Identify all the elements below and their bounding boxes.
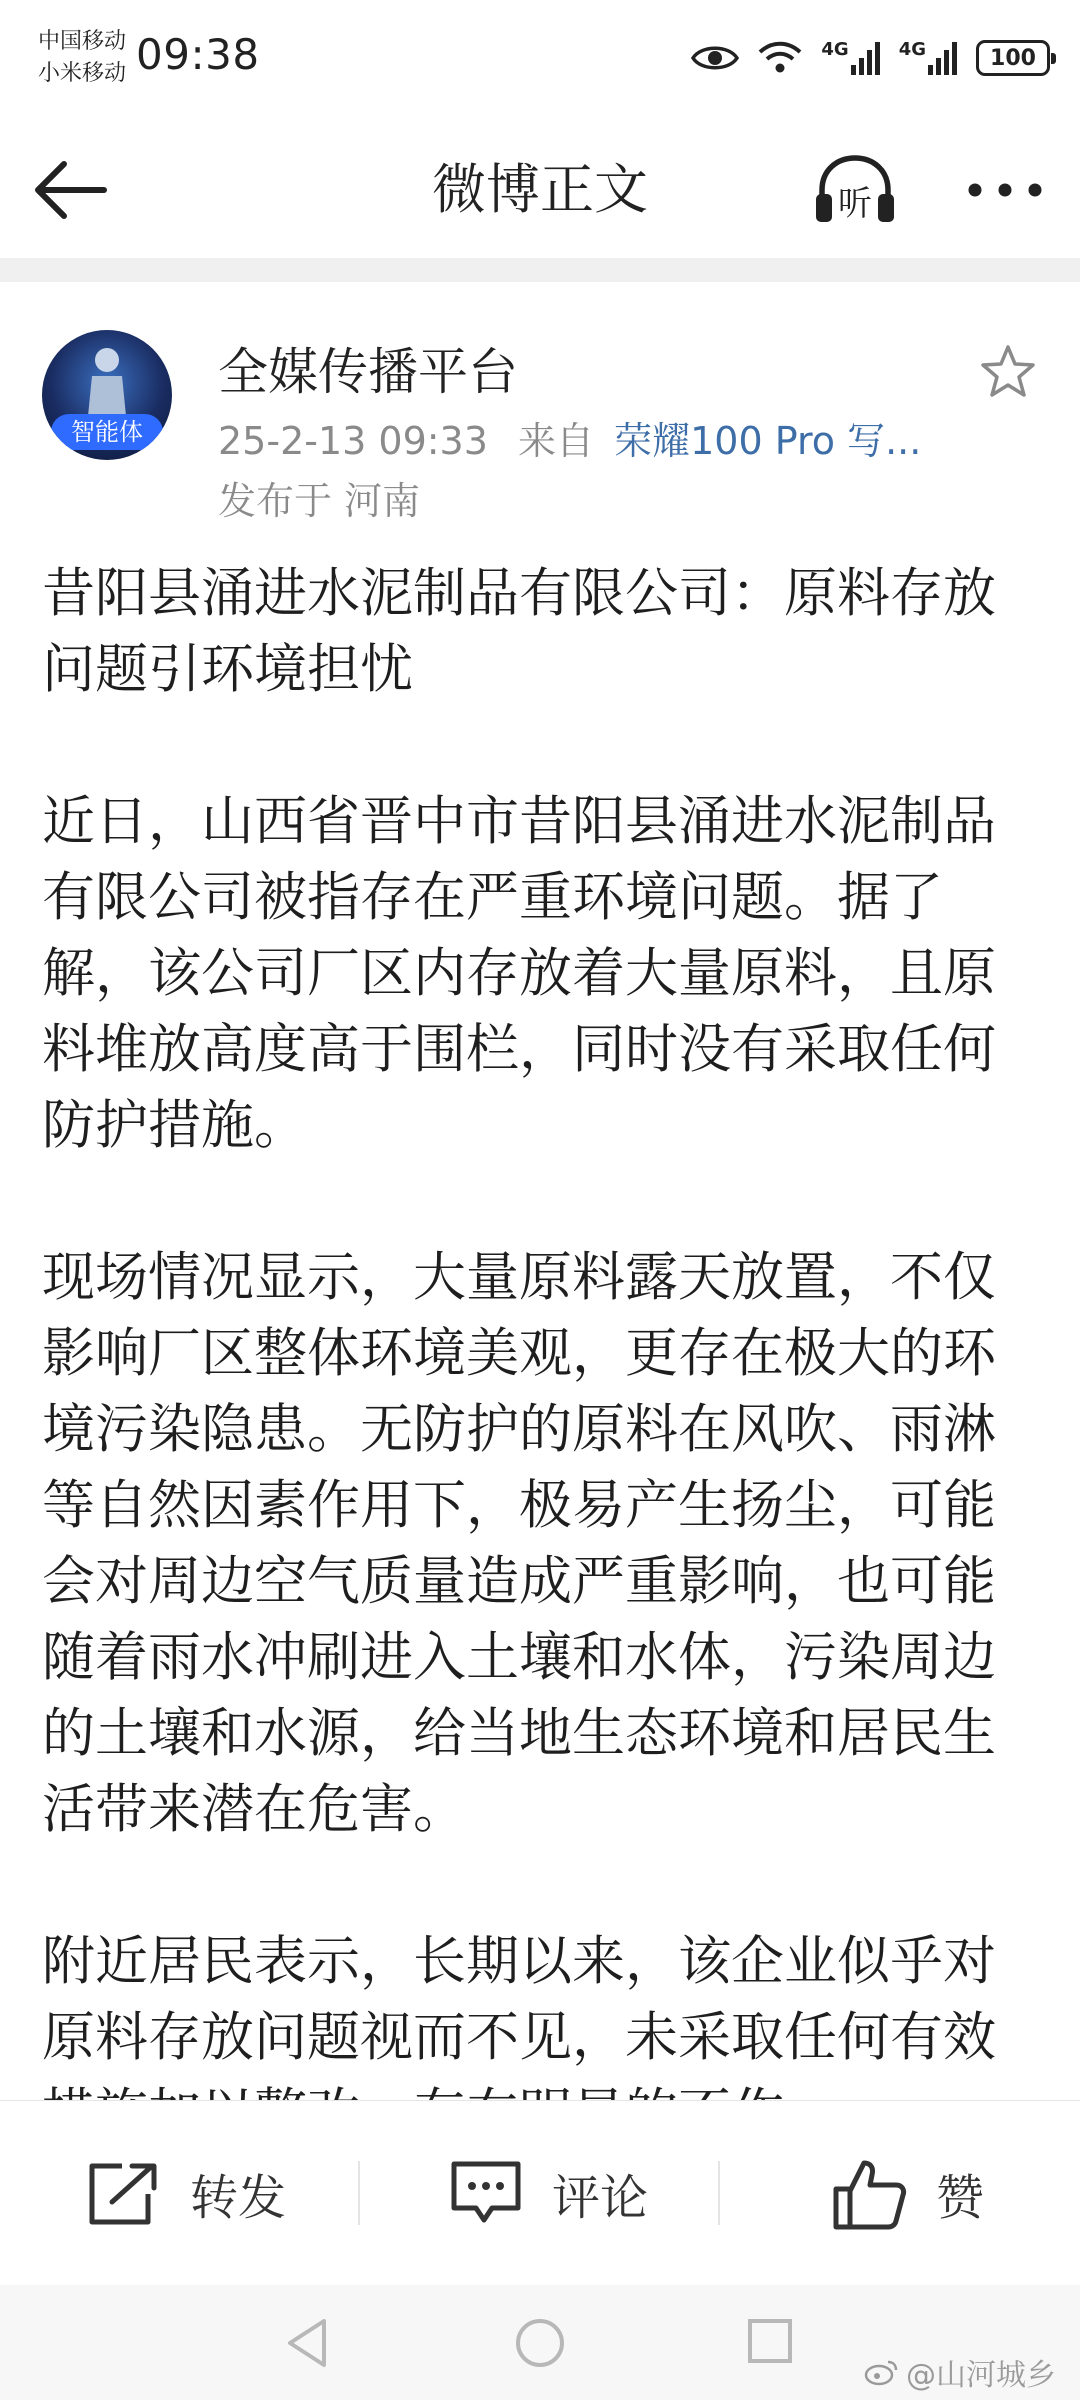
thumbs-up-icon (832, 2157, 908, 2231)
source-app-link[interactable]: 荣耀100 Pro 写... (614, 419, 922, 463)
carrier-2: 小米移动 (38, 61, 127, 86)
repost-button[interactable] (86, 2101, 286, 2286)
from-label: 来自 (518, 419, 595, 463)
post-paragraph: 近日，山西省晋中市昔阳县涌进水泥制品有限公司被指存在严重环境问题。据了解，该公司厂区内存放着大量原料，且原料堆放高度高于围栏，同时没有采取任何防护措施。 (42, 791, 996, 1156)
network-type-2: 4G (898, 39, 926, 60)
share-icon (86, 2160, 162, 2228)
status-time: 09:38 (136, 30, 260, 79)
battery-icon (976, 40, 1050, 76)
wifi-icon (757, 40, 803, 76)
comment-button[interactable] (448, 2101, 648, 2286)
action-divider (358, 2161, 360, 2225)
action-divider (718, 2161, 720, 2225)
comment-label: 评论 (552, 2170, 649, 2226)
repost-label: 转发 (190, 2170, 287, 2226)
page-title: 微博正文 (432, 158, 648, 221)
post-paragraph: 附近居民表示，长期以来，该企业似乎对原料存放问题视而不见，未采取任何有效 (42, 1931, 996, 2068)
post-paragraph: 昔阳县涌进水泥制品有限公司：原料存放问题引环境担忧 (42, 563, 996, 700)
action-bar (0, 2100, 1080, 2286)
status-icons (691, 36, 1050, 80)
watermark (864, 2350, 1056, 2394)
post-location: 发布于 河南 (218, 479, 421, 523)
favorite-button[interactable] (978, 342, 1038, 402)
system-home-icon[interactable] (514, 2317, 566, 2369)
comment-icon (448, 2158, 524, 2230)
post-meta (218, 410, 921, 465)
post-paragraph: 现场情况显示，大量原料露天放置，不仅影响厂区整体环境美观，更存在极大的环境污染隐患。无防护的原料在风吹、雨淋等自然因素作用下，极易产生扬尘，可能会对周边空气质量造成严重影响，也可能随着雨水冲刷进入土壤和水体，污染周边的土壤和水源，给当地生态环境和居民生活带来潜在危害。 (42, 1247, 996, 1840)
weibo-logo-icon (864, 2358, 898, 2386)
top-nav-bar (0, 120, 1080, 260)
system-back-icon[interactable] (284, 2317, 332, 2369)
post-date: 25-2-13 09:33 (218, 419, 488, 463)
eye-icon (691, 41, 739, 75)
author-avatar[interactable] (42, 330, 172, 460)
signal-icon-1 (821, 41, 880, 75)
more-options-button[interactable] (960, 160, 1050, 220)
listen-label: 听 (838, 184, 872, 224)
section-divider (0, 258, 1080, 282)
post-body (42, 556, 1042, 2228)
carrier-1: 中国移动 (38, 29, 127, 54)
more-dots-icon (960, 160, 1050, 220)
like-label: 赞 (936, 2170, 985, 2226)
listen-button[interactable] (810, 150, 900, 230)
like-button[interactable] (832, 2101, 984, 2286)
star-icon (978, 342, 1038, 402)
system-recents-icon[interactable] (746, 2317, 794, 2365)
avatar-badge: 智能体 (51, 414, 163, 450)
carrier-labels (38, 26, 126, 90)
network-type-1: 4G (821, 39, 849, 60)
watermark-text: @山河城乡 (906, 2358, 1056, 2393)
author-name[interactable]: 全媒传播平台 (218, 343, 518, 401)
status-bar (0, 0, 1080, 120)
signal-icon-2 (899, 41, 958, 75)
battery-level: 100 (990, 45, 1036, 71)
